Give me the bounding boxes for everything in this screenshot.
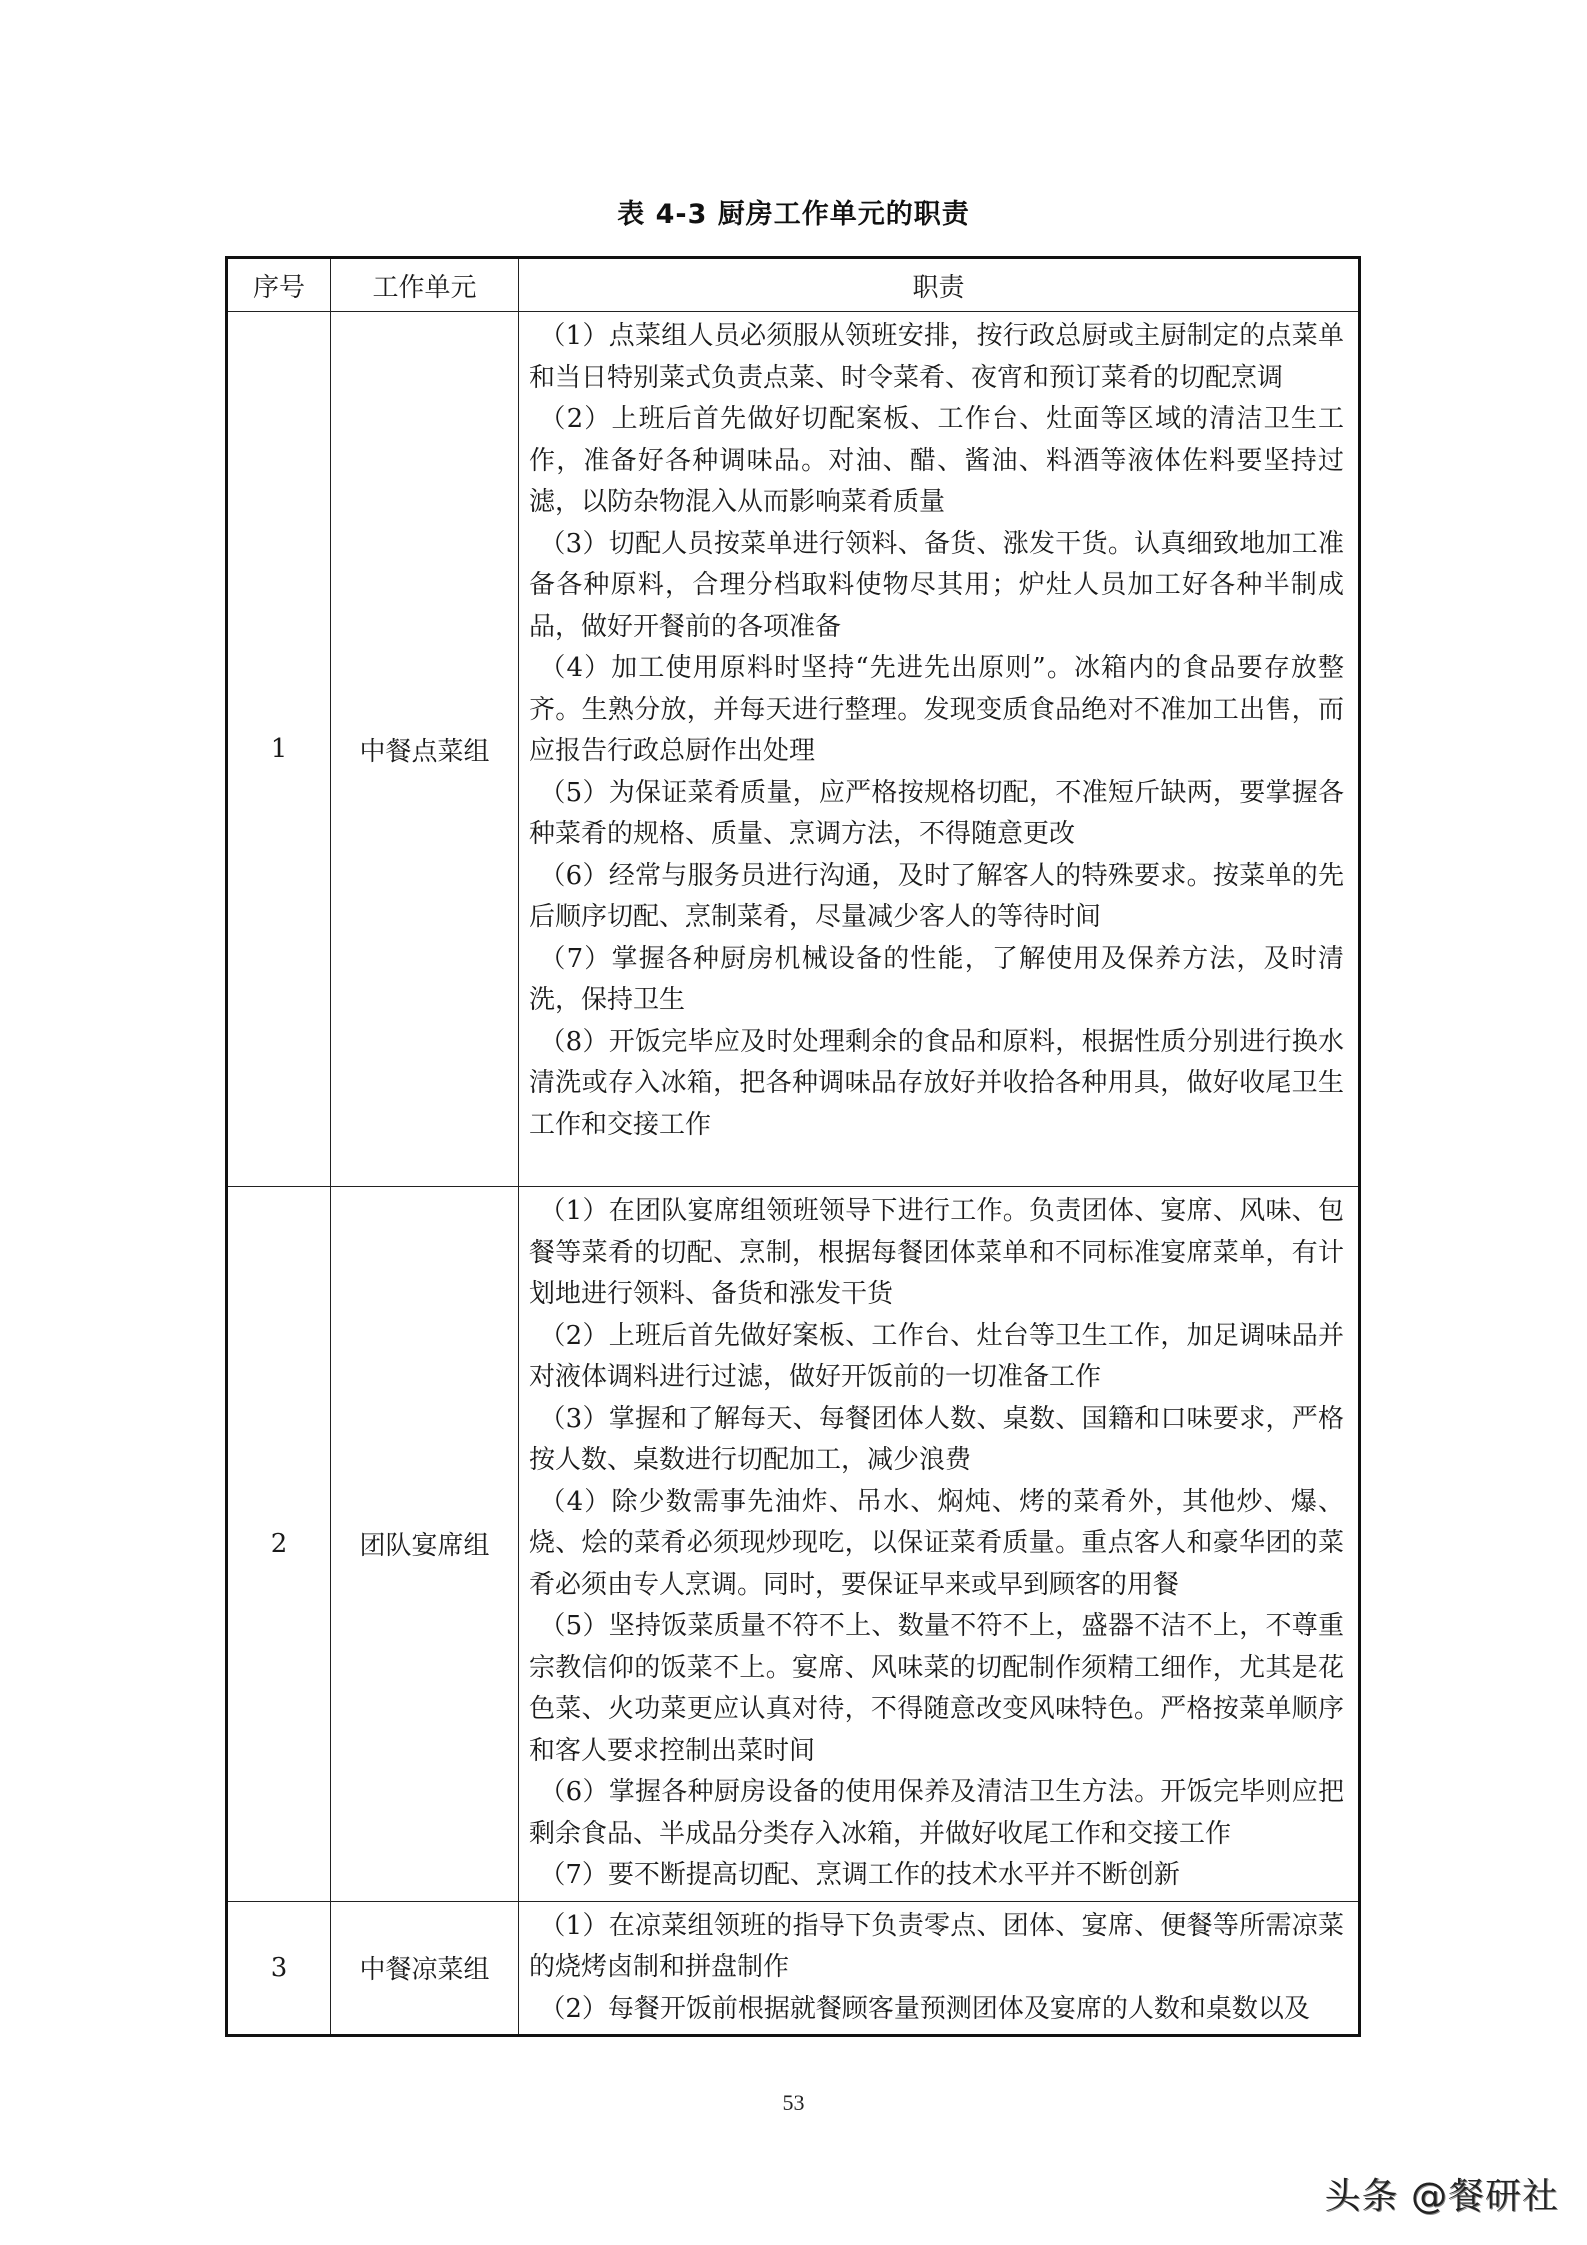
duty-item: （3）切配人员按菜单进行领料、备货、涨发干货。认真细致地加工准备各种原料，合理分档取料使物尽其用；炉灶人员加工好各种半制成品，做好开餐前的各项准备: [529, 528, 1344, 642]
duty-item: （6）掌握各种厨房设备的使用保养及清洁卫生方法。开饭完毕则应把剩余食品、半成品分类存入冰箱，并做好收尾工作和交接工作: [529, 1777, 1344, 1849]
duty-item: （8）开饭完毕应及时处理剩余的食品和原料，根据性质分别进行换水清洗或存入冰箱，把各种调味品存放好并收拾各种用具，做好收尾卫生工作和交接工作: [529, 1026, 1344, 1140]
duty-item: （1）点菜组人员必须服从领班安排，按行政总厨或主厨制定的点菜单和当日特别菜式负责点菜、时令菜肴、夜宵和预订菜肴的切配烹调: [529, 321, 1344, 393]
page-number: 53: [782, 2090, 805, 2115]
row-unit: 中餐凉菜组: [331, 1901, 519, 2036]
table-row: [227, 312, 1360, 1187]
duty-item: （2）每餐开饭前根据就餐顾客量预测团体及宴席的人数和桌数以及: [539, 1993, 1310, 2024]
row-duties: [519, 1901, 1360, 2036]
duty-item: （3）掌握和了解每天、每餐团体人数、桌数、国籍和口味要求，严格按人数、桌数进行切配加工，减少浪费: [529, 1403, 1344, 1475]
duty-item: （4）加工使用原料时坚持“先进先出原则”。冰箱内的食品要存放整齐。生熟分放，并每天进行整理。发现变质食品绝对不准加工出售，而应报告行政总厨作出处理: [529, 653, 1344, 766]
row-duties: [519, 312, 1360, 1187]
row-unit: 团队宴席组: [331, 1187, 519, 1902]
table-header-row: [227, 258, 1360, 312]
table-row: [227, 1187, 1360, 1902]
table-row: [227, 1901, 1360, 2036]
duty-item: （7）要不断提高切配、烹调工作的技术水平并不断创新: [539, 1860, 1180, 1890]
watermark: 头条 @餐研社: [1324, 2176, 1559, 2217]
duty-item: （4）除少数需事先油炸、吊水、焖炖、烤的菜肴外，其他炒、爆、烧、烩的菜肴必须现炒现吃，以保证菜肴质量。重点客人和豪华团的菜肴必须由专人烹调。同时，要保证早来或早到顾客的用餐: [529, 1486, 1344, 1600]
duty-item: （2）上班后首先做好切配案板、工作台、灶面等区域的清洁卫生工作，准备好各种调味品。对油、醋、酱油、料酒等液体佐料要坚持过滤，以防杂物混入从而影响菜肴质量: [529, 404, 1344, 517]
row-unit: 中餐点菜组: [331, 312, 519, 1187]
duty-item: （1）在团队宴席组领班领导下进行工作。负责团体、宴席、风味、包餐等菜肴的切配、烹制，根据每餐团体菜单和不同标准宴席菜单，有计划地进行领料、备货和涨发干货: [529, 1196, 1344, 1309]
row-duties: [519, 1187, 1360, 1902]
row-no: 3: [227, 1901, 331, 2036]
duty-item: （5）为保证菜肴质量，应严格按规格切配，不准短斤缺两，要掌握各种菜肴的规格、质量、烹调方法，不得随意更改: [529, 777, 1344, 849]
duty-item: （6）经常与服务员进行沟通，及时了解客人的特殊要求。按菜单的先后顺序切配、烹制菜肴，尽量减少客人的等待时间: [529, 860, 1344, 932]
duty-item: （2）上班后首先做好案板、工作台、灶台等卫生工作，加足调味品并对液体调料进行过滤，做好开饭前的一切准备工作: [529, 1320, 1344, 1392]
header-duty: 职责: [519, 258, 1360, 312]
kitchen-duty-table: [225, 256, 1361, 2037]
row-no: 1: [227, 312, 331, 1187]
header-no: 序号: [227, 258, 331, 312]
table-title: 表 4-3 厨房工作单元的职责: [617, 199, 970, 230]
duty-item: （7）掌握各种厨房机械设备的性能，了解使用及保养方法，及时清洗，保持卫生: [529, 943, 1344, 1015]
duty-item: （1）在凉菜组领班的指导下负责零点、团体、宴席、便餐等所需凉菜的烧烤卤制和拼盘制作: [529, 1910, 1344, 1982]
row-no: 2: [227, 1187, 331, 1902]
duty-item: （5）坚持饭菜质量不符不上、数量不符不上，盛器不洁不上，不尊重宗教信仰的饭菜不上。宴席、风味菜的切配制作须精工细作，尤其是花色菜、火功菜更应认真对待，不得随意改变风味特色。严格按菜单顺序和客人要求控制出菜时间: [529, 1611, 1344, 1766]
header-unit: 工作单元: [331, 258, 519, 312]
